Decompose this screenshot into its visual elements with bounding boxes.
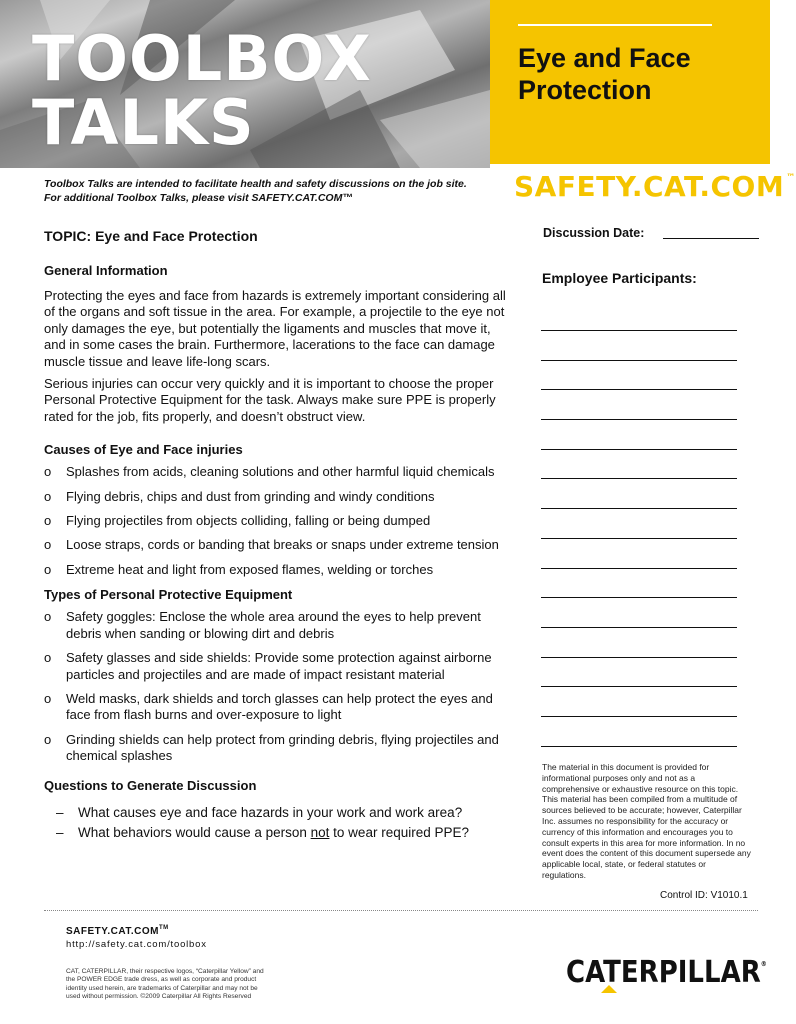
employee-participants-label: Employee Participants: [542,270,697,286]
participant-name-line[interactable] [541,420,737,450]
bullet-marker: o [44,513,52,529]
title-panel [490,0,770,164]
list-item-text: Grinding shields can help protect from grinding debris, flying projectiles and chemical splashes [66,731,499,764]
question-text-end: to wear required PPE? [329,824,469,840]
safety-site-logo-tm: ™ [786,173,796,183]
dash-marker: – [56,804,64,820]
bullet-marker: o [44,690,52,706]
footer-legal-text: CAT, CATERPILLAR, their respective logos, “Caterpillar Yellow” and the POWER EDGE trade dress, as well as corporate and product identity used herein, are trademarks of Caterpillar and may not be used without permission. ©2009 Caterpillar All Rights Reserved [66,968,264,1001]
caterpillar-triangle-icon [601,985,617,993]
list-item [44,562,514,578]
bullet-marker: o [44,464,52,480]
causes-heading: Causes of Eye and Face injuries [44,442,243,458]
list-item [44,489,514,505]
list-item-text: Flying projectiles from objects colliding, falling or being dumped [66,513,431,529]
footer-divider [44,910,758,911]
participant-name-line[interactable] [541,687,737,717]
intro-line-2: For additional Toolbox Talks, please visit SAFETY.CAT.COM™ [44,192,353,204]
footer-site [66,925,169,937]
question-text: What causes eye and face hazards in your work and work area? [78,804,463,820]
list-item [44,650,514,683]
safety-site-logo-text: SAFETY.CAT.COM [514,170,785,203]
safety-site-logo [514,170,796,203]
general-information-heading: General Information [44,263,168,278]
header-banner-image [0,0,490,168]
disclaimer-text: The material in this document is provided for informational purposes only and not as a comprehensive or exhaustive resource on this topic. This material has been compiled from a multitude of sources believed to be accurate; however, Caterpillar Inc. assumes no responsibility for the accuracy or currency of this information and encourages you to consult experts in this area for more information. In no event does the content of this document supersede any applicable local, state, or federal statutes or regulations. [542,762,751,880]
list-item [44,732,514,765]
participant-name-line[interactable] [541,479,737,509]
footer-site-tm: TM [158,925,169,931]
main-content [44,224,514,843]
control-id: Control ID: V1010.1 [660,890,748,901]
caterpillar-logo [566,956,767,991]
general-paragraph-1: Protecting the eyes and face from hazards is extremely important considering all of the organs and soft tissue in the area. For example, a projectile to the eye not only damages the eye, but potentially the ligaments and muscles that move it, and in some cases the brain. Furthermore, lacerations to the face can damage muscle tissue and leave life-long scars. [44,288,506,369]
discussion-date-label: Discussion Date: [543,226,645,240]
participant-name-line[interactable] [541,717,737,747]
intro-line-1: Toolbox Talks are intended to facilitate health and safety discussions on the job site. [44,178,467,190]
bullet-marker: o [44,650,52,666]
bullet-marker: o [44,561,52,577]
participant-name-line[interactable] [541,628,737,658]
participant-name-line[interactable] [541,569,737,599]
footer-site-text: SAFETY.CAT.COM [66,926,159,937]
list-item [44,537,514,553]
discussion-date-field[interactable] [663,238,759,239]
intro-text [44,177,484,205]
participant-name-line[interactable] [541,450,737,480]
caterpillar-logo-text: CATERPILLAR [566,955,761,991]
ppe-list [44,609,514,764]
list-item-text: Flying debris, chips and dust from grinding and windy conditions [66,488,435,504]
list-item [44,691,514,724]
bullet-marker: o [44,537,52,553]
participant-name-line[interactable] [541,598,737,628]
list-item-text: Safety glasses and side shields: Provide some protection against airborne particles and projectiles and are made of impact resistant material [66,650,492,682]
questions-heading: Questions to Generate Discussion [44,777,257,793]
list-item-text: Safety goggles: Enclose the whole area around the eyes to help prevent debris when sanding or blowing dirt and debris [66,609,481,641]
list-item [44,803,514,823]
list-item-text: Splashes from acids, cleaning solutions and other harmful liquid chemicals [66,464,495,480]
topic-heading: TOPIC: Eye and Face Protection [44,228,258,244]
title-rule [518,24,712,26]
bullet-marker: o [44,609,52,625]
page-title: Eye and Face Protection [518,43,691,106]
participant-name-line[interactable] [541,509,737,539]
participant-name-line[interactable] [541,331,737,361]
list-item [44,823,514,843]
causes-list [44,464,514,578]
question-text-underlined: not [310,824,330,840]
participant-name-line[interactable] [541,361,737,391]
participant-name-line[interactable] [541,390,737,420]
list-item-text: Extreme heat and light from exposed flames, welding or torches [66,561,434,577]
participant-name-line[interactable] [541,658,737,688]
caterpillar-logo-mark: ® [760,960,767,969]
list-item [44,609,514,642]
dash-marker: – [56,824,64,840]
footer-url-link[interactable]: http://safety.cat.com/toolbox [66,939,207,950]
questions-list [44,803,514,843]
banner-title-line1: TOOLBOX [32,22,372,95]
bullet-marker: o [44,488,52,504]
list-item [44,513,514,529]
list-item [44,464,514,480]
bullet-marker: o [44,731,52,747]
list-item-text: Loose straps, cords or banding that breaks or snaps under extreme tension [66,537,499,553]
list-item-text: Weld masks, dark shields and torch glasses can help protect the eyes and face from flash burns and over-exposure to light [66,690,493,723]
banner-title-line2: TALKS [32,86,255,159]
question-text-start: What behaviors would cause a person [78,824,311,840]
participant-name-line[interactable] [541,539,737,569]
ppe-heading: Types of Personal Protective Equipment [44,587,293,603]
participant-lines [541,330,737,747]
general-paragraph-2: Serious injuries can occur very quickly and it is important to choose the proper Personal Protective Equipment for the task. Always make sure PPE is properly rated for the job, fits properly, and doesn’t obstruct view. [44,376,496,424]
